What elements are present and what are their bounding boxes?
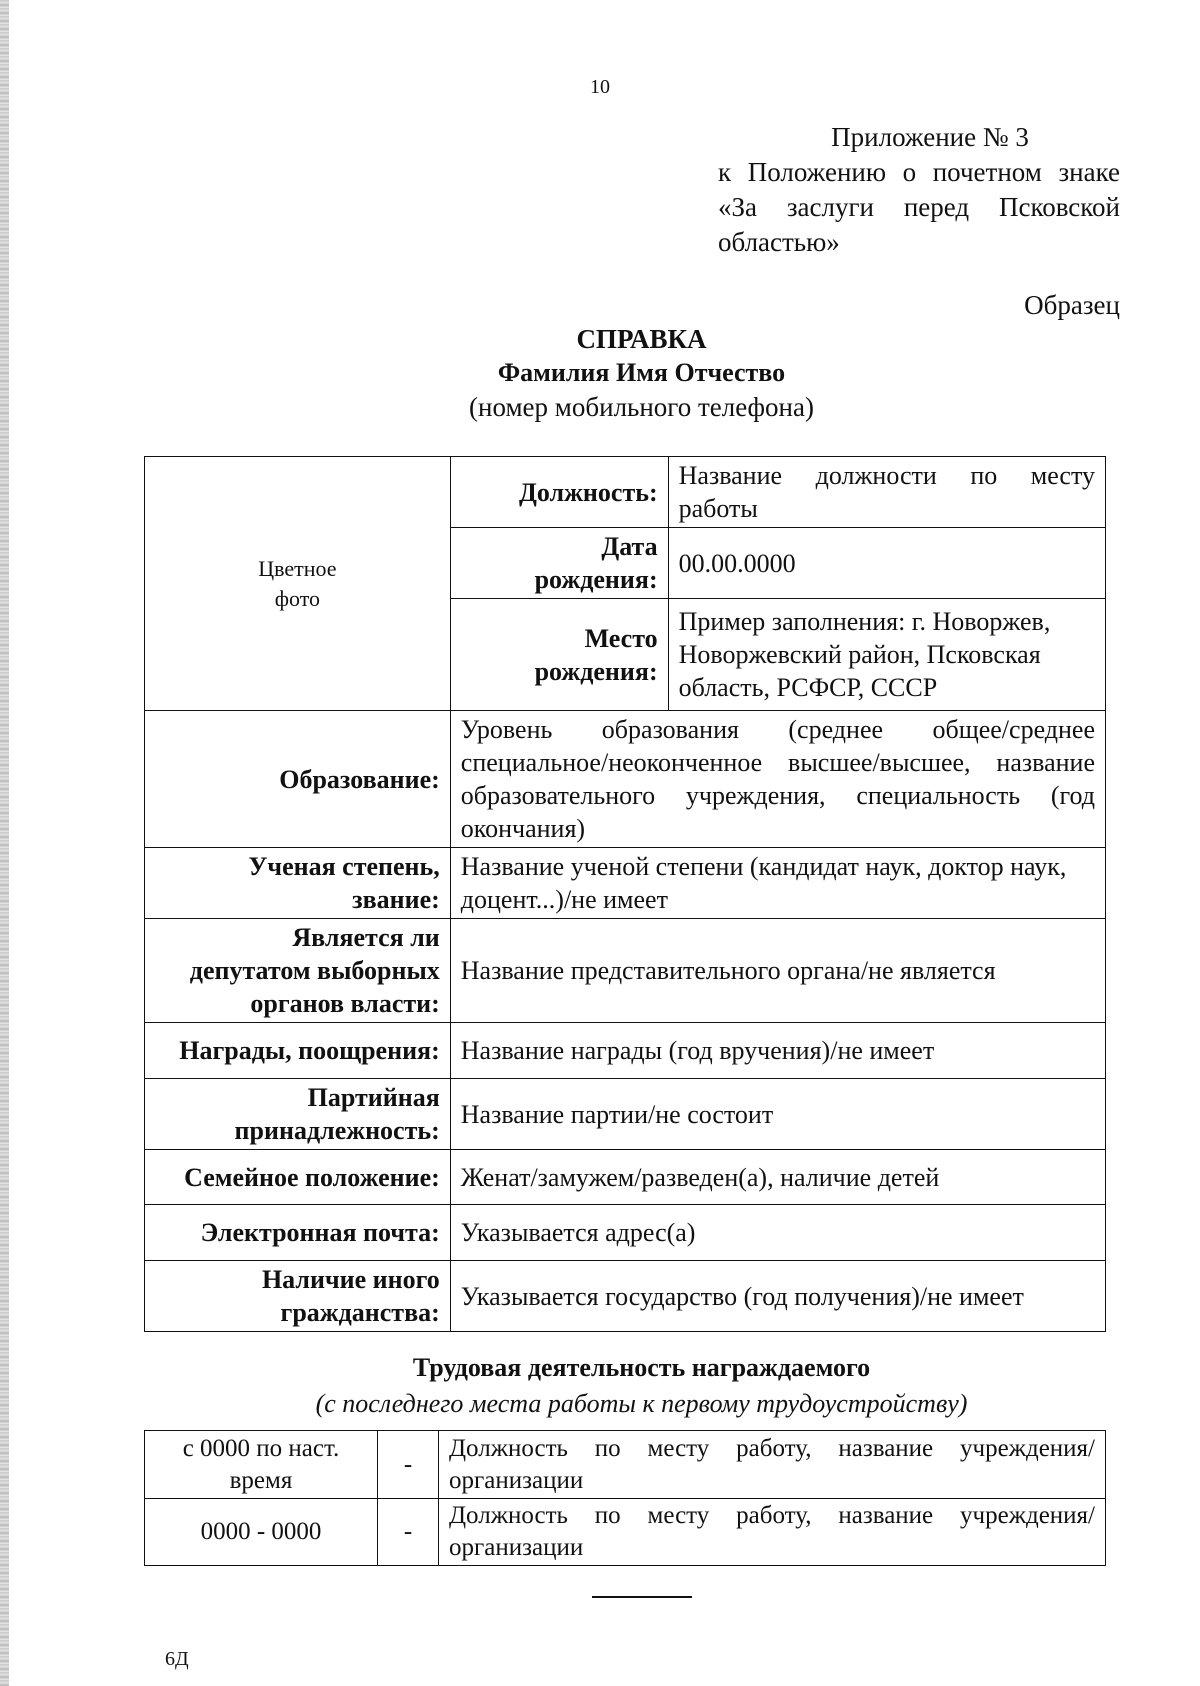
sample-label: Образец — [1024, 290, 1120, 320]
label-line: гражданства: — [280, 1298, 440, 1327]
birth-place-value: Пример заполнения: г. Новоржев, Новоржевский район, Псковская область, РСФСР, СССР — [668, 599, 1105, 711]
period-line: время — [229, 1466, 293, 1494]
label-line: Партийная — [307, 1083, 440, 1112]
table-row — [145, 1079, 1106, 1150]
family-value: Женат/замужем/разведен(а), наличие детей — [450, 1150, 1105, 1205]
label-line: депутатом выборных — [189, 956, 440, 985]
deputy-label — [145, 919, 451, 1023]
photo-placeholder — [145, 457, 451, 711]
position-value: Название должности по месту работы — [668, 457, 1105, 528]
document-header — [0, 322, 1200, 424]
party-label — [145, 1079, 451, 1150]
work-history-subtitle: (с последнего места работы к первому трудоустройству) — [315, 1389, 968, 1418]
work-period — [145, 1499, 378, 1566]
period-line: 0000 - 0000 — [200, 1518, 322, 1545]
work-dash: - — [378, 1431, 439, 1499]
document-subtitle: Фамилия Имя Отчество — [497, 358, 786, 387]
party-value: Название партии/не состоит — [450, 1079, 1105, 1150]
phone-note: (номер мобильного телефона) — [469, 392, 814, 422]
label-line: принадлежность: — [234, 1116, 440, 1145]
degree-label — [145, 848, 451, 919]
email-label: Электронная почта: — [145, 1205, 451, 1261]
table-row — [145, 848, 1106, 919]
label-line: органов власти: — [250, 989, 440, 1018]
birth-date-label — [450, 528, 668, 599]
citizenship-value: Указывается государство (год получения)/не имеет — [450, 1261, 1105, 1332]
deputy-value: Название представительного органа/не является — [450, 919, 1105, 1023]
work-period — [145, 1431, 378, 1499]
document-title: СПРАВКА — [576, 324, 707, 354]
appendix-note — [718, 120, 1120, 260]
label-line: рождения: — [534, 565, 658, 594]
label-line: Является ли — [292, 923, 440, 952]
work-position: Должность по месту работу, название учреждения/организации — [439, 1499, 1106, 1566]
citizenship-label — [145, 1261, 451, 1332]
table-row — [145, 1205, 1106, 1261]
page-number: 10 — [590, 76, 610, 98]
label-line: рождения: — [534, 656, 658, 686]
table-row — [145, 457, 1106, 528]
appendix-number: Приложение № 3 — [831, 122, 1029, 152]
work-position: Должность по месту работу, название учреждения/организации — [439, 1431, 1106, 1499]
photo-label-line: Цветное — [258, 555, 337, 581]
table-row — [145, 1261, 1106, 1332]
table-row — [145, 1150, 1106, 1205]
table-row — [145, 919, 1106, 1023]
work-dash: - — [378, 1499, 439, 1566]
table-row — [145, 1023, 1106, 1079]
appendix-line-3: «За заслуги перед Псковской — [718, 192, 1120, 222]
period-line: с 0000 по наст. — [182, 1434, 340, 1462]
label-line: Ученая степень, — [248, 852, 440, 881]
end-separator — [592, 1596, 692, 1598]
label-line: звание: — [352, 885, 440, 914]
label-line: Дата — [601, 532, 658, 561]
label-line: Наличие иного — [261, 1265, 440, 1294]
table-row — [145, 1431, 1106, 1499]
work-history-table — [144, 1430, 1106, 1566]
position-label: Должность: — [450, 457, 668, 528]
family-label: Семейное положение: — [145, 1150, 451, 1205]
education-label: Образование: — [145, 711, 451, 848]
scan-edge — [0, 0, 9, 1686]
birth-date-value: 00.00.0000 — [668, 528, 1105, 599]
education-value: Уровень образования (среднее общее/среднее специальное/неоконченное высшее/высшее, название образовательного учреждения, специальность (год окончания) — [450, 711, 1105, 848]
info-table — [144, 456, 1106, 1332]
email-value: Указывается адрес(а) — [450, 1205, 1105, 1261]
table-row — [145, 1499, 1106, 1566]
awards-label: Награды, поощрения: — [145, 1023, 451, 1079]
appendix-line-4: областью» — [718, 227, 840, 257]
label-line: Место — [584, 623, 658, 653]
degree-value: Название ученой степени (кандидат наук, доктор наук, доцент...)/не имеет — [450, 848, 1105, 919]
awards-value: Название награды (год вручения)/не имеет — [450, 1023, 1105, 1079]
photo-label-line: фото — [274, 585, 321, 611]
work-history-title: Трудовая деятельность награждаемого — [412, 1353, 871, 1382]
birth-place-label — [450, 599, 668, 711]
appendix-line-2: к Положению о почетном знаке — [718, 157, 1120, 187]
table-row — [145, 711, 1106, 848]
footer-code: 6Д — [165, 1648, 189, 1670]
